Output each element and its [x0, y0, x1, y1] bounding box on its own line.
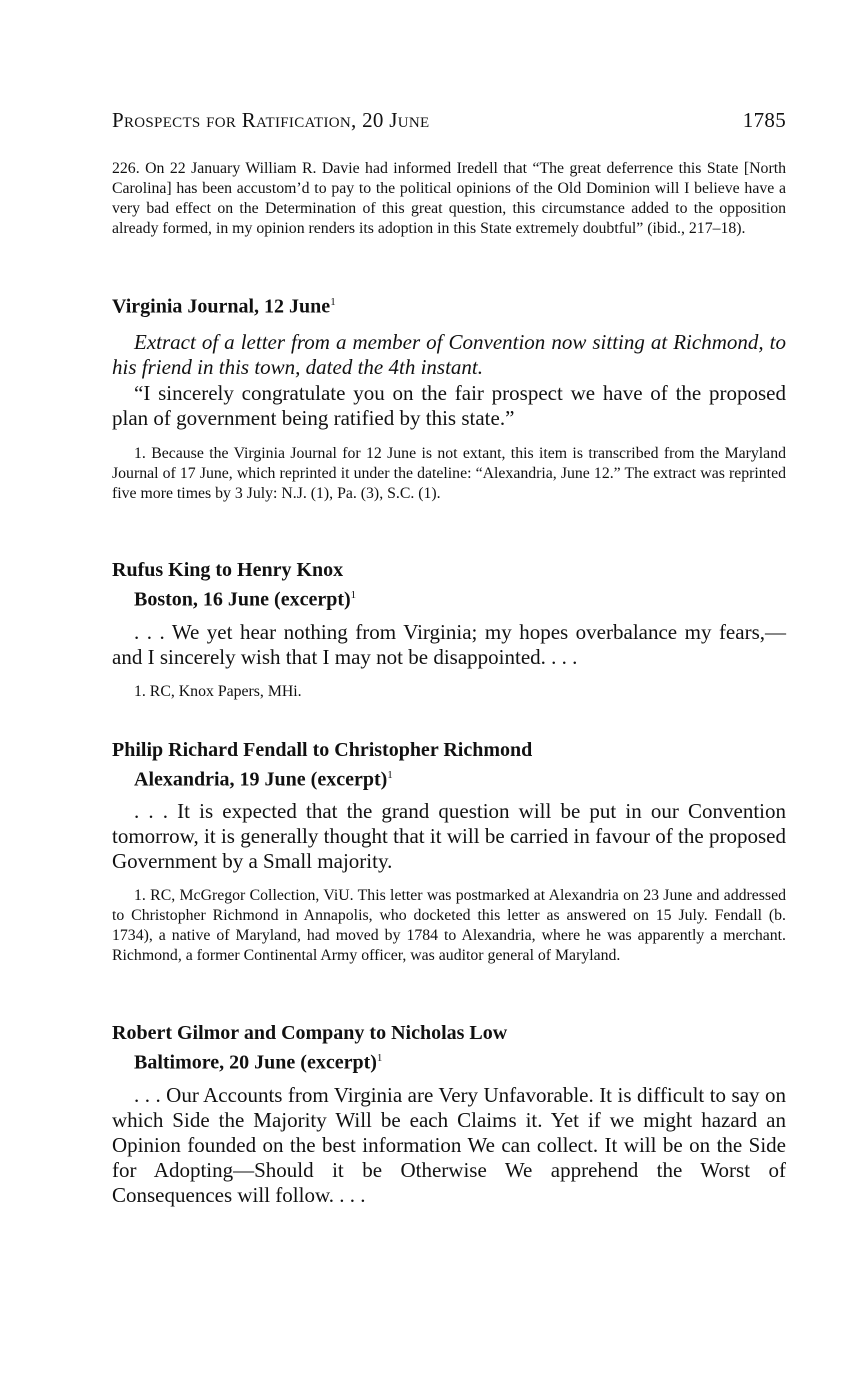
note-mark: 1 — [387, 769, 393, 781]
heading-text: Philip Richard Fendall to Christopher Richmond — [112, 739, 533, 761]
running-header — [112, 108, 786, 133]
heading-subtext: Boston, 16 June (excerpt) — [134, 588, 351, 611]
section-heading — [112, 290, 336, 320]
section-footnote: 1. RC, Knox Papers, MHi. — [134, 683, 302, 700]
note-mark: 1 — [376, 1052, 383, 1064]
heading-text: Robert Gilmor and Company to Nicholas Low — [112, 1022, 508, 1044]
letter-text: . . . Our Accounts from Virginia are Very Unfavorable. It is difficult to say on which Side the Majority Will be each Claims it. Yet if we might hazard an Opinion founded on the best information We can collect. It will be on the Side for Adopting—Should it be Otherwise We apprehend the Worst of Consequences will follow. . . . — [112, 1083, 786, 1207]
letter-text: “I sincerely congratulate you on the fair prospect we have of the proposed plan of government being ratified by this state.” — [112, 381, 786, 430]
section-footnote: 1. RC, McGregor Collection, ViU. This letter was postmarked at Alexandria on 23 June and addressed to Christopher Richmond in Annapolis, who docketed this letter as answered on 15 July. Fendall (b. 1734), a native of Maryland, had moved by 1784 to Alexandria, where he was apparently a merchant. Richmond, a former Continental Army officer, was auditor general of Maryland. — [112, 887, 786, 964]
letter-intro: Extract of a letter from a member of Convention now sitting at Richmond, to his friend in this town, dated the 4th instant. — [112, 330, 786, 379]
section-footnote: 1. Because the Virginia Journal for 12 June is not extant, this item is transcribed from the Maryland Journal of 17 June, which reprinted it under the dateline: “Alexandria, June 12.” The extract was reprinted five more times by 3 July: N.J. (1), Pa. (3), S.C. (1). — [112, 445, 786, 502]
note-mark: 1 — [330, 296, 336, 308]
letter-text: . . . We yet hear nothing from Virginia; my hopes overbalance my fears,—and I sincerely wish that I may not be disappointed. . . . — [112, 620, 786, 669]
letter-text: . . . It is expected that the grand question will be put in our Convention tomorrow, it is generally thought that it will be carried in favour of the proposed Government by a Small majority. — [112, 799, 786, 873]
top-footnote: 226. On 22 January William R. Davie had informed Iredell that “The great deferrence this State [North Carolina] has been accustom’d to pay to the political opinions of the Old Dominion will I believe have a very bad effect on the Determination of this great question, this circumstance added to the opposition already formed, in my opinion renders its adoption in this State extremely doubtful” (ibid., 217–18). — [112, 160, 786, 237]
note-mark: 1 — [350, 589, 357, 601]
heading-text: Virginia Journal, 12 June — [112, 295, 331, 318]
heading-text: Rufus King to Henry Knox — [112, 559, 344, 581]
heading-subtext: Baltimore, 20 June (excerpt) — [134, 1051, 377, 1074]
section-heading — [112, 558, 356, 613]
section-heading — [112, 738, 532, 793]
page-number: 1785 — [742, 108, 786, 132]
heading-subtext: Alexandria, 19 June (excerpt) — [134, 768, 388, 791]
running-title: Prospects for Ratification, 20 June — [112, 108, 430, 132]
section-heading — [112, 1021, 507, 1076]
